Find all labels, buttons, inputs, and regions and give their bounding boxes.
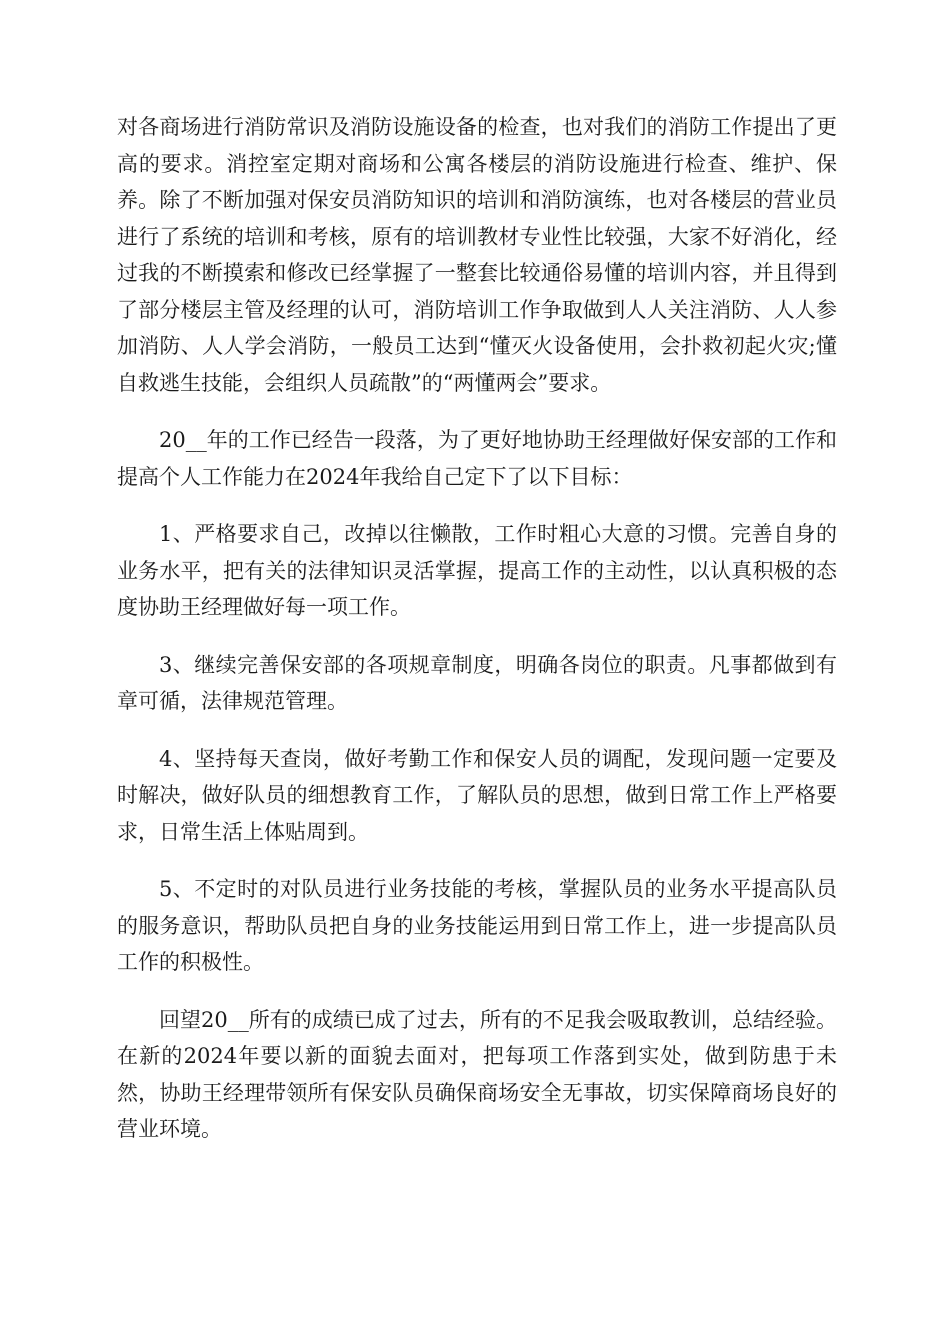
paragraph-goal-5: 5、不定时的对队员进行业务技能的考核，掌握队员的业务水平提高队员的服务意识，帮助队员把自身的业务技能运用到日常工作上，进一步提高队员工作的积极性。 [117, 877, 837, 974]
paragraph-goal-4: 4、坚持每天查岗，做好考勤工作和保安人员的调配，发现问题一定要及时解决，做好队员的细想教育工作，了解队员的思想，做到日常工作上严格要求，日常生活上体贴周到。 [117, 746, 837, 844]
document-body [117, 109, 837, 1148]
paragraph-goals-intro: 20__年的工作已经告一段落，为了更好地协助王经理做好保安部的工作和提高个人工作能力在2024年我给自己定下了以下目标： [117, 428, 837, 489]
paragraph-goal-3: 3、继续完善保安部的各项规章制度，明确各岗位的职责。凡事都做到有章可循，法律规范管理。 [117, 652, 837, 713]
paragraph-fire-safety-training: 对各商场进行消防常识及消防设施设备的检查，也对我们的消防工作提出了更高的要求。消控室定期对商场和公寓各楼层的消防设施进行检查、维护、保养。除了不断加强对保安员消防知识的培训和消防演练，也对各楼层的营业员进行了系统的培训和考核，原有的培训教材专业性比较强，大家不好消化，经过我的不断摸索和修改已经掌握了一整套比较通俗易懂的培训内容，并且得到了部分楼层主管及经理的认可，消防培训工作争取做到人人关注消防、人人参加消防、人人学会消防，一般员工达到“懂灭火设备使用，会扑救初起火灾;懂自救逃生技能，会组织人员疏散”的“两懂两会”要求。 [117, 115, 837, 395]
paragraph-goal-1: 1、严格要求自己，改掉以往懒散，工作时粗心大意的习惯。完善自身的业务水平，把有关的法律知识灵活掌握，提高工作的主动性，以认真积极的态度协助王经理做好每一项工作。 [117, 522, 837, 619]
paragraph-conclusion: 回望20__所有的成绩已成了过去，所有的不足我会吸取教训，总结经验。在新的2024年要以新的面貌去面对，把每项工作落到实处，做到防患于未然，协助王经理带领所有保安队员确保商场安全无事故，切实保障商场良好的营业环境。 [117, 1007, 837, 1141]
